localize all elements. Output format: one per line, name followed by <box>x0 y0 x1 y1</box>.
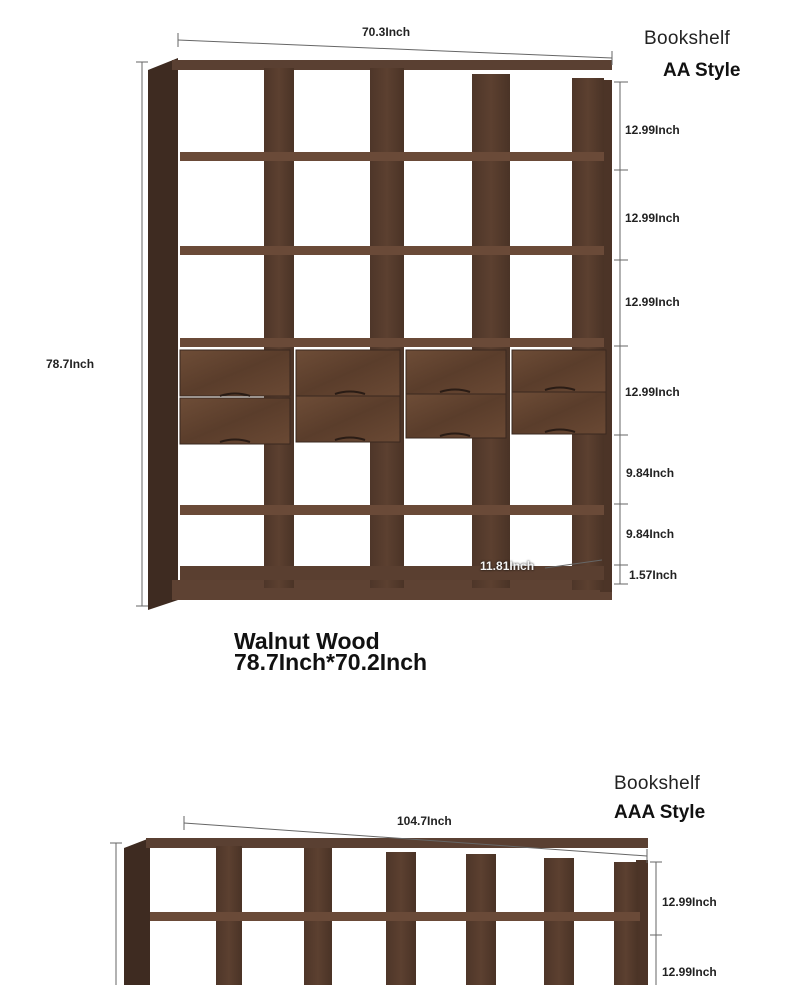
b-row-height-1: 12.99Inch <box>662 895 717 909</box>
product-a-height: 78.7Inch <box>46 357 95 371</box>
base-height: 1.57Inch <box>629 568 678 582</box>
row-height-4: 12.99Inch <box>625 385 680 399</box>
size-label: 78.7Inch*70.2Inch <box>234 649 428 675</box>
row-height-2: 12.99Inch <box>625 211 680 225</box>
shelf-a-frame <box>148 58 612 610</box>
bookshelf-aaa-image <box>124 838 648 985</box>
row-height-6: 9.84Inch <box>626 527 675 541</box>
row-height-1: 12.99Inch <box>625 123 680 137</box>
depth-label: 11.81Inch <box>480 559 535 573</box>
product-a-style: AA Style <box>663 60 741 81</box>
row-height-3: 12.99Inch <box>625 295 680 309</box>
product-b-category: Bookshelf <box>614 773 701 794</box>
product-a-width: 70.3Inch <box>362 25 411 39</box>
product-a-category: Bookshelf <box>644 28 731 49</box>
product-b-style: AAA Style <box>614 802 706 823</box>
row-height-5: 9.84Inch <box>626 466 675 480</box>
b-row-height-2: 12.99Inch <box>662 965 717 979</box>
product-b-width: 104.7Inch <box>397 814 452 828</box>
material-label: Walnut Wood <box>234 628 380 654</box>
